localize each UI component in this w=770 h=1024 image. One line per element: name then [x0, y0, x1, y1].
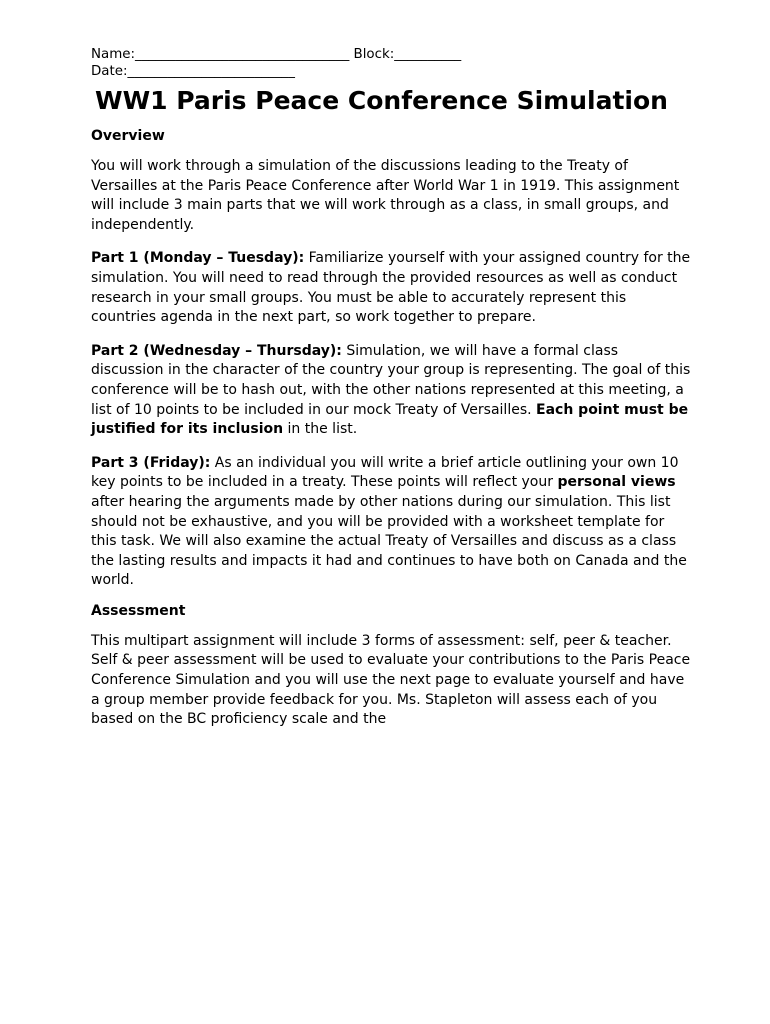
overview-paragraph: You will work through a simulation of the discussions leading to the Treaty of Versailles at the Paris Peace Conference after World War 1 in 1919. This assignment will include 3 main parts that we will work through as a class, in small groups, and independently.	[91, 158, 680, 233]
part3-emphasis: personal views	[557, 474, 676, 491]
document-title: WW1 Paris Peace Conference Simulation	[95, 86, 668, 115]
part3-text-c: after hearing the arguments made by other nations during our simulation. This list should not be exhaustive, and you will be provided with a worksheet template for this task. We will also examine the actual Treaty of Versailles and discuss as a class the lasting results and impacts it had and continues to have both on Canada and the world.	[91, 493, 687, 589]
assessment-heading: Assessment	[91, 602, 186, 619]
part1-text: Familiarize yourself with your assigned country for the simulation. You will need to read through the provided resources as well as conduct research in your small groups. You must be able to accurately represent this countries agenda in the next part, so work together to prepare.	[91, 250, 691, 326]
part2-text-c: in the list.	[283, 421, 358, 438]
date-line: Date:_________________________	[91, 64, 295, 79]
overview-heading: Overview	[91, 128, 165, 144]
assessment-paragraph: This multipart assignment will include 3 forms of assessment: self, peer & teacher. Self & peer assessment will be used to evaluate your contributions to the Paris Peace Conference Simulation and you will use the next page to evaluate yourself and have a group member provide feedback for you. Ms. Stapleton will assess each of you based on the BC proficiency scale and the	[91, 632, 691, 728]
part2-text-a: Simulation, we will have a formal class discussion in the character of the country your group is representing. The goal of this conference will be to hash out, with the other nations represented at this meeting, a list of 10 points to be included in our mock Treaty of Versailles.	[91, 342, 691, 418]
part1-label: Part 1 (Monday – Tuesday):	[91, 250, 305, 267]
part3-paragraph	[91, 454, 691, 591]
part2-emphasis: Each point must be justified for its inclusion	[91, 401, 689, 438]
part2-label: Part 2 (Wednesday – Thursday):	[91, 342, 342, 359]
part2-paragraph	[91, 342, 691, 440]
document-page	[91, 46, 691, 730]
name-block-line: Name:________________________________ Block:__________	[91, 47, 462, 62]
part1-paragraph	[91, 249, 691, 327]
part3-text-a: As an individual you will write a brief article outlining your own 10 key points to be included in a treaty. These points will reflect your	[91, 454, 679, 491]
part3-label: Part 3 (Friday):	[91, 454, 211, 471]
